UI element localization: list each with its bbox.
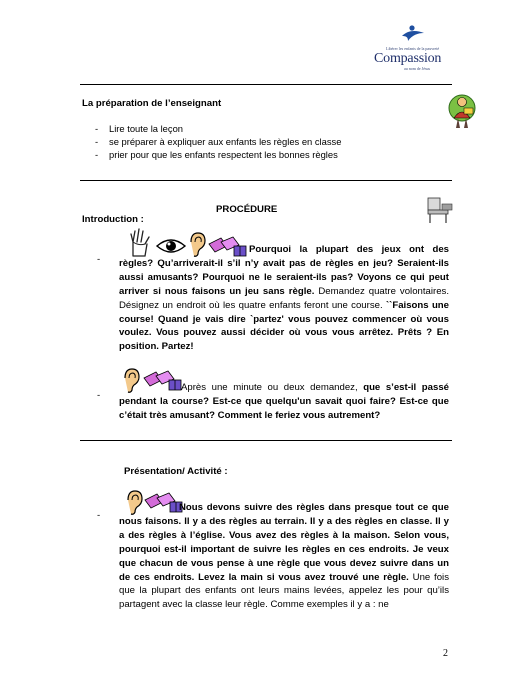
- logo-tagline-bottom: au nom de Jésus: [404, 66, 431, 71]
- compassion-logo: [370, 24, 460, 71]
- question-paragraph: [119, 381, 449, 423]
- logo-figure-icon: [400, 24, 426, 44]
- logo-tagline-top: Libérer les enfants de la pauvreté: [386, 46, 440, 51]
- list-item: - prier pour que les enfants respectent les bonnes règles: [95, 148, 341, 161]
- text-run: Une fois que la plupart des enfants ont leurs mains levées, appelez les pour qu’ils partagent avec la classe leur règle. Comme exemples il y a : ne: [119, 571, 449, 611]
- text-run: Après une minute ou deux demandez,: [181, 382, 364, 393]
- text-run: Demandez quatre volontaires. Désignez un endroit où les quatre enfants feront une course.: [119, 285, 449, 311]
- procedure-title: PROCÉDURE: [216, 204, 278, 215]
- text-run: ``Faisons une course! Quand je vais dire `partez' vous pouvez commencer où vous voulez. Vous pouvez aussi décider où vous vous arrêtez. Prêts ? En position. Partez!: [119, 299, 450, 353]
- list-dash: -: [97, 510, 101, 521]
- divider: [80, 84, 452, 85]
- logo-brand: Compassion: [374, 51, 442, 66]
- teacher-icon: [446, 92, 478, 132]
- intro-paragraph: [119, 243, 449, 354]
- teacher-prep-title: La préparation de l’enseignant: [82, 98, 222, 109]
- divider: [80, 440, 452, 441]
- chair-icon: [424, 196, 454, 224]
- list-dash: -: [97, 254, 101, 265]
- activity-paragraph: [119, 501, 449, 612]
- list-item: - se préparer à expliquer aux enfants les règles en classe: [95, 135, 341, 148]
- teacher-prep-list: [95, 122, 341, 161]
- text-run: Pourquoi la plupart des jeux ont des règles? Qu’arriverait-il s’il n’y avait pas de règles en jeu? Seraient-ils aussi amusants? Pourquoi ne le seraient-ils pas? Voyons ce qui peut arriver si nous faisons un jeu sans règle.: [119, 244, 449, 297]
- text-run: que s’est-il passé pendant la course? Est-ce que quelqu'un savait quoi faire? Est-ce que c’était très amusant? Comment le feriez vous autrement?: [119, 382, 449, 421]
- introduction-label: Introduction :: [82, 214, 144, 225]
- list-item: - Lire toute la leçon: [95, 122, 341, 135]
- list-dash: -: [97, 390, 101, 401]
- divider: [80, 180, 452, 181]
- page-number: 2: [443, 648, 448, 659]
- activity-label: Présentation/ Activité :: [124, 466, 228, 477]
- text-run: Nous devons suivre des règles dans presque tout ce que nous faisons. Il y a des règles au terrain. Il y a des règles en classe. Il y a des règles à l’église. Vous avez des règles à la maison. Selon vous, pourquoi est-il important de suivre les règles en ces endroits. Je veux que chacun de vous pense à une règle que vous devez suivre dans un de ces endroits. Levez la main si vous avez trouvé une règle.: [119, 502, 449, 583]
